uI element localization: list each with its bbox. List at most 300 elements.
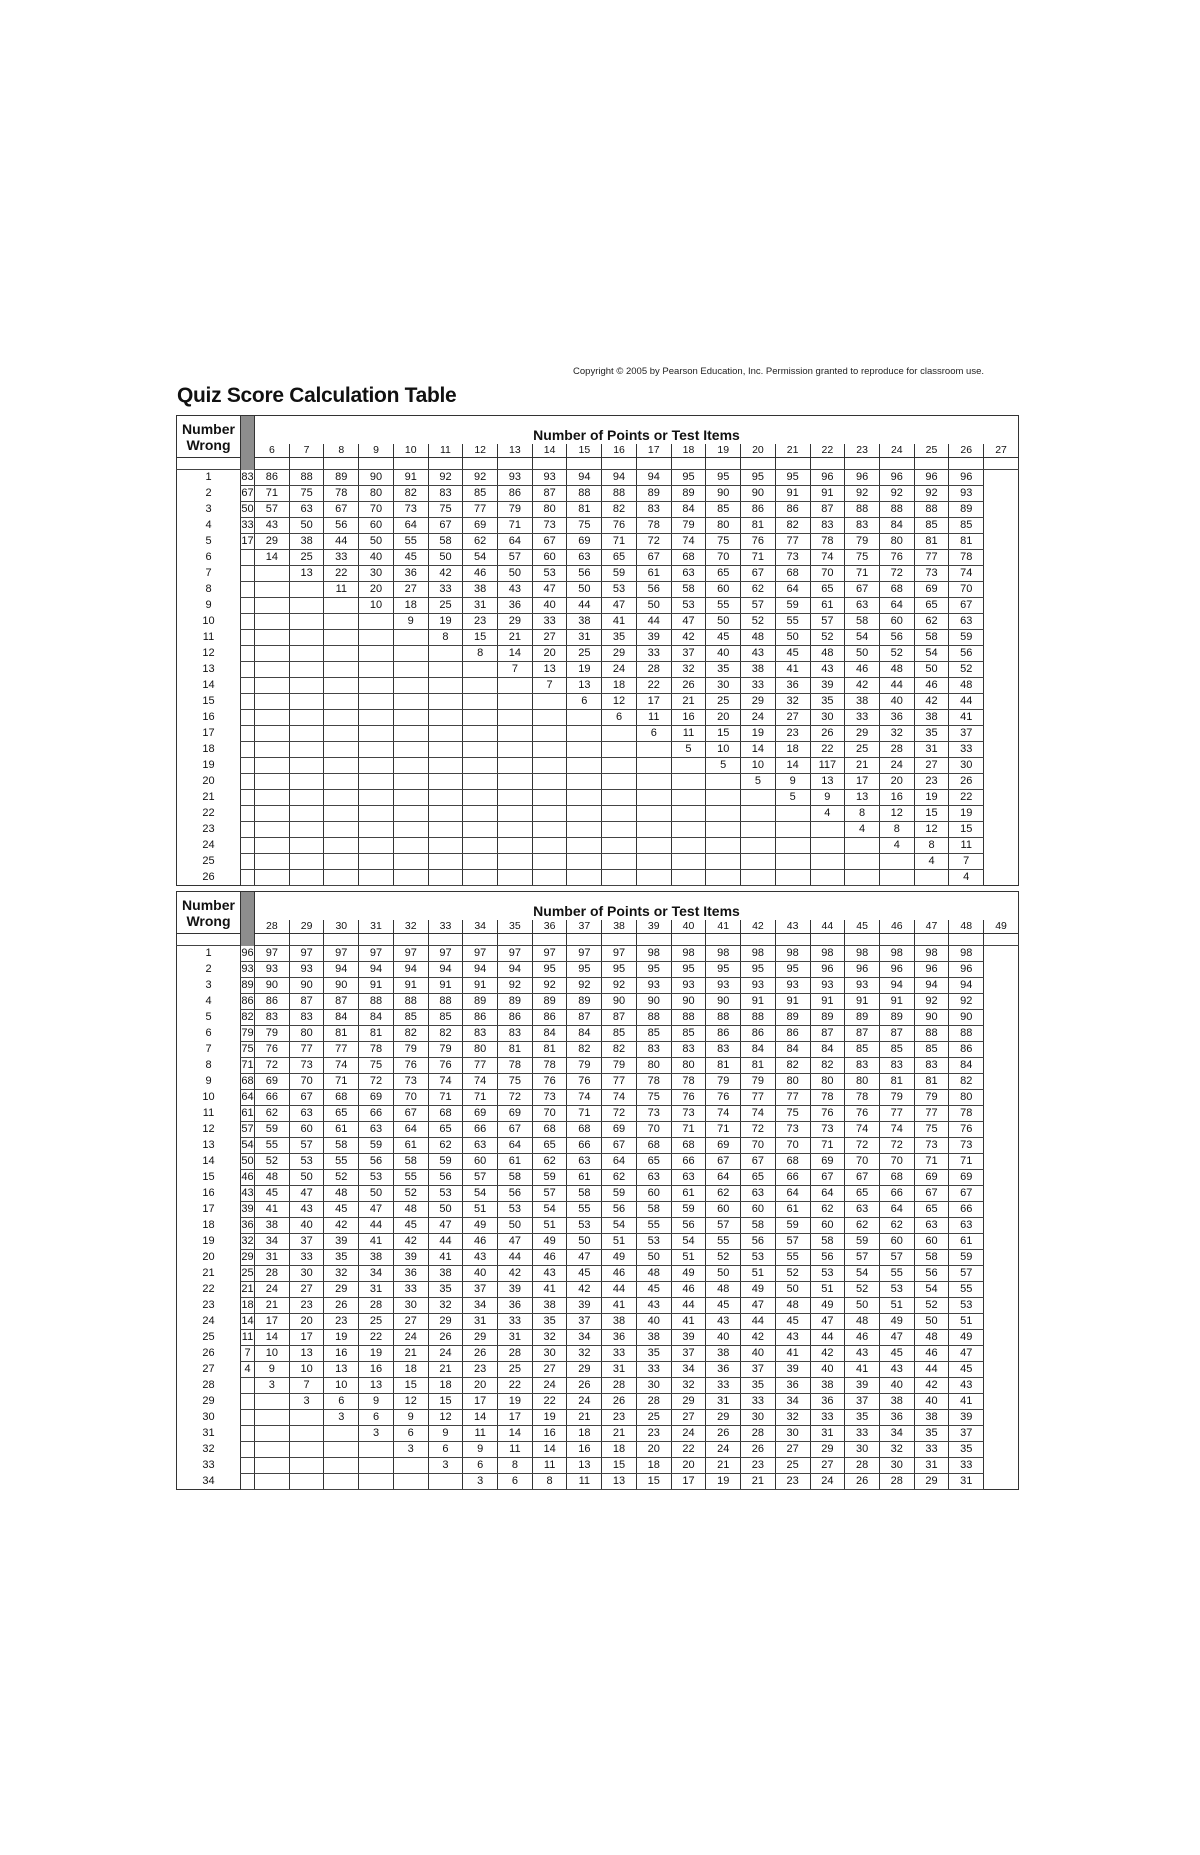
score-cell: 89 [532,994,567,1010]
blank-cell [463,458,498,470]
number-wrong-cell: 24 [177,1314,241,1330]
score-cell: 88 [706,1010,741,1026]
score-cell: 87 [289,994,324,1010]
score-cell: 52 [741,614,776,630]
score-cell: 89 [498,994,533,1010]
score-cell: 18 [393,1362,428,1378]
score-cell [241,822,255,838]
score-cell: 51 [602,1234,637,1250]
score-cell: 57 [845,1250,880,1266]
score-cell: 8 [845,806,880,822]
score-cell: 39 [810,678,845,694]
score-cell: 15 [463,630,498,646]
score-cell: 21 [602,1426,637,1442]
score-cell: 43 [810,662,845,678]
score-cell: 45 [255,1186,290,1202]
blank-cell [177,458,241,470]
score-cell: 94 [324,962,359,978]
score-cell: 75 [636,1090,671,1106]
number-wrong-header [177,892,241,934]
score-cell: 60 [879,614,914,630]
score-cell: 27 [532,1362,567,1378]
table-row [177,1090,1019,1106]
blank-cell [498,458,533,470]
score-cell: 76 [741,534,776,550]
score-cell: 54 [845,630,880,646]
table-row [177,1442,1019,1458]
number-wrong-cell: 3 [177,978,241,994]
score-cell: 21 [241,1282,255,1298]
score-cell: 64 [810,1186,845,1202]
score-cell [241,678,255,694]
score-cell: 55 [567,1202,602,1218]
score-cell: 26 [706,1426,741,1442]
score-cell [741,870,776,886]
score-cell: 67 [810,1170,845,1186]
score-cell: 16 [671,710,706,726]
score-cell: 57 [289,1138,324,1154]
score-cell: 65 [324,1106,359,1122]
score-cell: 80 [706,518,741,534]
score-cell: 76 [671,1090,706,1106]
score-cell: 63 [914,1218,949,1234]
score-cell: 89 [810,1010,845,1026]
score-cell [428,774,463,790]
score-cell: 66 [949,1202,984,1218]
score-cell: 52 [949,662,984,678]
score-cell: 58 [914,630,949,646]
score-cell: 93 [255,962,290,978]
score-cell [463,694,498,710]
score-cell: 76 [393,1058,428,1074]
score-cell: 20 [671,1458,706,1474]
score-cell: 26 [567,1378,602,1394]
score-cell: 50 [359,1186,394,1202]
score-cell [324,790,359,806]
score-cell: 83 [845,518,880,534]
score-cell [706,806,741,822]
table-row [177,1202,1019,1218]
score-cell [255,838,290,854]
score-cell: 14 [741,742,776,758]
score-cell: 53 [741,1250,776,1266]
blank-cell [359,458,394,470]
score-cell: 59 [255,1122,290,1138]
score-cell: 47 [949,1346,984,1362]
score-cell: 53 [810,1266,845,1282]
score-cell: 19 [914,790,949,806]
score-cell: 94 [949,978,984,994]
score-cell: 93 [775,978,810,994]
blank-cell [255,934,290,946]
score-cell: 67 [428,518,463,534]
score-cell [255,678,290,694]
score-cell: 36 [706,1362,741,1378]
score-cell: 87 [810,1026,845,1042]
points-header: Number of Points or Test Items [255,416,1019,445]
score-cell [289,758,324,774]
score-cell: 84 [949,1058,984,1074]
score-cell [359,662,394,678]
score-cell: 13 [289,1346,324,1362]
table-row [177,838,1019,854]
score-cell: 7 [241,1346,255,1362]
score-cell: 45 [324,1202,359,1218]
score-cell [671,758,706,774]
score-cell: 54 [914,646,949,662]
score-cell: 57 [810,614,845,630]
score-cell [255,758,290,774]
number-wrong-cell: 8 [177,1058,241,1074]
score-cell: 20 [636,1442,671,1458]
score-cell: 58 [393,1154,428,1170]
score-cell: 29 [671,1394,706,1410]
score-cell: 85 [949,518,984,534]
table-row [177,662,1019,678]
score-cell [324,758,359,774]
score-cell: 60 [289,1122,324,1138]
score-cell: 52 [775,1266,810,1282]
score-cell [567,806,602,822]
score-cell [602,854,637,870]
score-cell: 47 [289,1186,324,1202]
score-cell: 33 [949,742,984,758]
score-cell: 79 [706,1074,741,1090]
number-wrong-cell: 12 [177,1122,241,1138]
score-cell: 97 [289,946,324,962]
score-cell: 89 [463,994,498,1010]
number-wrong-cell: 10 [177,1090,241,1106]
score-cell: 38 [428,1266,463,1282]
score-cell: 40 [532,598,567,614]
score-cell [289,678,324,694]
score-cell: 53 [949,1298,984,1314]
score-cell: 45 [879,1346,914,1362]
score-cell: 32 [775,1410,810,1426]
score-cell: 86 [775,1026,810,1042]
score-cell: 38 [706,1346,741,1362]
score-cell: 34 [775,1394,810,1410]
score-cell [706,854,741,870]
score-cell: 70 [636,1122,671,1138]
score-cell [463,742,498,758]
score-cell: 12 [914,822,949,838]
score-cell [324,870,359,886]
blank-cell [845,934,880,946]
score-cell: 90 [359,470,394,486]
score-cell: 75 [289,486,324,502]
score-cell: 91 [393,978,428,994]
score-cell [428,806,463,822]
score-cell: 23 [775,1474,810,1490]
score-cell: 86 [498,1010,533,1026]
score-cell: 88 [741,1010,776,1026]
score-cell: 44 [879,678,914,694]
score-cell: 10 [706,742,741,758]
score-cell: 55 [393,1170,428,1186]
score-cell: 33 [241,518,255,534]
score-cell [393,726,428,742]
score-cell: 27 [671,1410,706,1426]
score-cell: 95 [671,962,706,978]
score-cell: 75 [845,550,880,566]
number-wrong-cell: 21 [177,790,241,806]
score-cell: 58 [324,1138,359,1154]
table-row [177,1330,1019,1346]
score-cell: 35 [810,694,845,710]
number-wrong-header-line: Number [182,420,235,437]
score-cell: 75 [498,1074,533,1090]
number-wrong-cell: 10 [177,614,241,630]
number-wrong-cell: 21 [177,1266,241,1282]
score-cell: 77 [775,1090,810,1106]
score-cell: 46 [532,1250,567,1266]
score-cell: 79 [241,1026,255,1042]
score-cell: 31 [949,1474,984,1490]
score-cell: 5 [706,758,741,774]
score-cell: 80 [532,502,567,518]
score-cell: 27 [914,758,949,774]
score-cell [393,1474,428,1490]
score-cell: 10 [324,1378,359,1394]
score-cell: 79 [671,518,706,534]
score-cell [393,790,428,806]
score-cell [241,662,255,678]
score-cell [602,758,637,774]
score-cell: 47 [671,614,706,630]
score-cell: 91 [775,994,810,1010]
score-cell: 22 [810,742,845,758]
score-cell [393,678,428,694]
score-cell: 63 [463,1138,498,1154]
score-cell: 95 [775,962,810,978]
score-cell: 78 [949,550,984,566]
score-cell [241,1474,255,1490]
score-cell: 96 [845,470,880,486]
score-cell: 47 [567,1250,602,1266]
table-row [177,678,1019,694]
score-cell: 42 [324,1218,359,1234]
table-row [177,534,1019,550]
score-cell: 33 [532,614,567,630]
score-cell: 92 [532,978,567,994]
score-cell: 75 [359,1058,394,1074]
score-cell: 92 [498,978,533,994]
score-cell: 73 [775,550,810,566]
score-cell: 3 [359,1426,394,1442]
score-cell: 44 [359,1218,394,1234]
points-column-header: 26 [949,444,984,458]
score-cell: 83 [706,1042,741,1058]
score-cell [602,838,637,854]
score-cell: 63 [567,1154,602,1170]
score-cell: 62 [428,1138,463,1154]
score-cell: 41 [255,1202,290,1218]
score-cell: 41 [775,1346,810,1362]
score-cell [532,870,567,886]
table-row [177,1074,1019,1090]
score-cell: 38 [914,1410,949,1426]
score-cell: 19 [567,662,602,678]
score-cell: 54 [463,1186,498,1202]
score-cell: 94 [393,962,428,978]
score-cell: 31 [567,630,602,646]
score-cell: 26 [602,1394,637,1410]
score-cell: 11 [532,1458,567,1474]
score-cell: 63 [949,1218,984,1234]
score-cell: 78 [359,1042,394,1058]
score-cell: 92 [602,978,637,994]
score-cell: 73 [949,1138,984,1154]
score-cell: 89 [671,486,706,502]
table-row [177,822,1019,838]
number-wrong-cell: 14 [177,1154,241,1170]
score-cell: 70 [775,1138,810,1154]
score-cell: 90 [671,994,706,1010]
score-cell: 23 [636,1426,671,1442]
score-cell: 67 [949,1186,984,1202]
score-cell: 91 [775,486,810,502]
score-cell: 68 [879,1170,914,1186]
table-row [177,774,1019,790]
score-cell: 29 [324,1282,359,1298]
score-cell [463,854,498,870]
score-cell: 29 [602,646,637,662]
score-cell: 78 [810,534,845,550]
score-cell: 47 [532,582,567,598]
score-cell [671,790,706,806]
score-cell: 6 [567,694,602,710]
score-cell: 96 [949,962,984,978]
score-cell: 8 [463,646,498,662]
score-cell: 70 [289,1074,324,1090]
score-cell: 23 [324,1314,359,1330]
score-cell: 34 [879,1426,914,1442]
score-cell: 36 [393,566,428,582]
score-cell: 35 [914,1426,949,1442]
table-row [177,1394,1019,1410]
score-cell: 3 [393,1442,428,1458]
score-cell: 51 [741,1266,776,1282]
score-cell: 73 [532,1090,567,1106]
score-cell: 85 [914,1042,949,1058]
score-cell [359,630,394,646]
score-cell: 56 [810,1250,845,1266]
score-cell: 68 [241,1074,255,1090]
score-cell: 30 [636,1378,671,1394]
points-column-header: 31 [359,920,394,934]
table-row [177,962,1019,978]
score-cell: 61 [567,1170,602,1186]
score-cell: 76 [949,1122,984,1138]
score-cell: 50 [636,598,671,614]
score-cell: 67 [636,550,671,566]
score-cell: 37 [949,1426,984,1442]
number-wrong-header-line: Wrong [186,912,231,929]
score-cell: 27 [393,1314,428,1330]
score-cell: 97 [359,946,394,962]
score-cell [706,790,741,806]
score-cell [636,758,671,774]
score-cell [255,598,290,614]
score-cell: 95 [671,470,706,486]
score-cell: 67 [845,582,880,598]
score-cell: 44 [428,1234,463,1250]
number-wrong-cell: 22 [177,1282,241,1298]
score-cell: 52 [324,1170,359,1186]
blank-cell [567,458,602,470]
score-cell: 96 [845,962,880,978]
score-cell: 82 [393,1026,428,1042]
score-cell: 47 [879,1330,914,1346]
score-cell [255,1394,290,1410]
score-cell: 97 [498,946,533,962]
table-row [177,1266,1019,1282]
score-cell: 22 [532,1394,567,1410]
blank-cell [706,458,741,470]
score-cell: 19 [949,806,984,822]
score-cell: 12 [393,1394,428,1410]
score-cell: 35 [706,662,741,678]
score-cell: 44 [949,694,984,710]
score-cell: 51 [671,1250,706,1266]
score-cell: 23 [602,1410,637,1426]
score-cell [532,822,567,838]
score-cell: 31 [706,1394,741,1410]
number-wrong-cell: 22 [177,806,241,822]
blank-cell [914,934,949,946]
score-cell: 61 [636,566,671,582]
score-cell: 56 [949,646,984,662]
score-cell [255,1442,290,1458]
score-cell: 83 [428,486,463,502]
score-cell: 66 [359,1106,394,1122]
score-cell: 80 [879,534,914,550]
score-cell [463,822,498,838]
score-cell [241,758,255,774]
score-cell: 86 [949,1042,984,1058]
score-cell: 96 [879,962,914,978]
number-wrong-cell: 26 [177,870,241,886]
score-cell: 60 [463,1154,498,1170]
score-cell [359,854,394,870]
score-cell: 78 [636,1074,671,1090]
score-cell: 50 [775,630,810,646]
score-cell: 50 [567,582,602,598]
score-cell: 16 [359,1362,394,1378]
score-cell: 85 [914,518,949,534]
score-cell: 78 [949,1106,984,1122]
points-column-header: 37 [567,920,602,934]
score-cell: 30 [949,758,984,774]
score-cell: 84 [359,1010,394,1026]
points-column-header: 15 [567,444,602,458]
score-cell: 82 [775,518,810,534]
score-cell: 60 [706,1202,741,1218]
score-cell: 9 [393,614,428,630]
score-cell: 30 [741,1410,776,1426]
score-cell [671,838,706,854]
score-cell: 42 [428,566,463,582]
points-column-header: 7 [289,444,324,458]
score-cell: 53 [498,1202,533,1218]
number-wrong-cell: 17 [177,1202,241,1218]
score-cell [289,870,324,886]
score-cell: 82 [241,1010,255,1026]
number-wrong-cell: 9 [177,1074,241,1090]
score-cell: 48 [914,1330,949,1346]
table-row [177,1362,1019,1378]
